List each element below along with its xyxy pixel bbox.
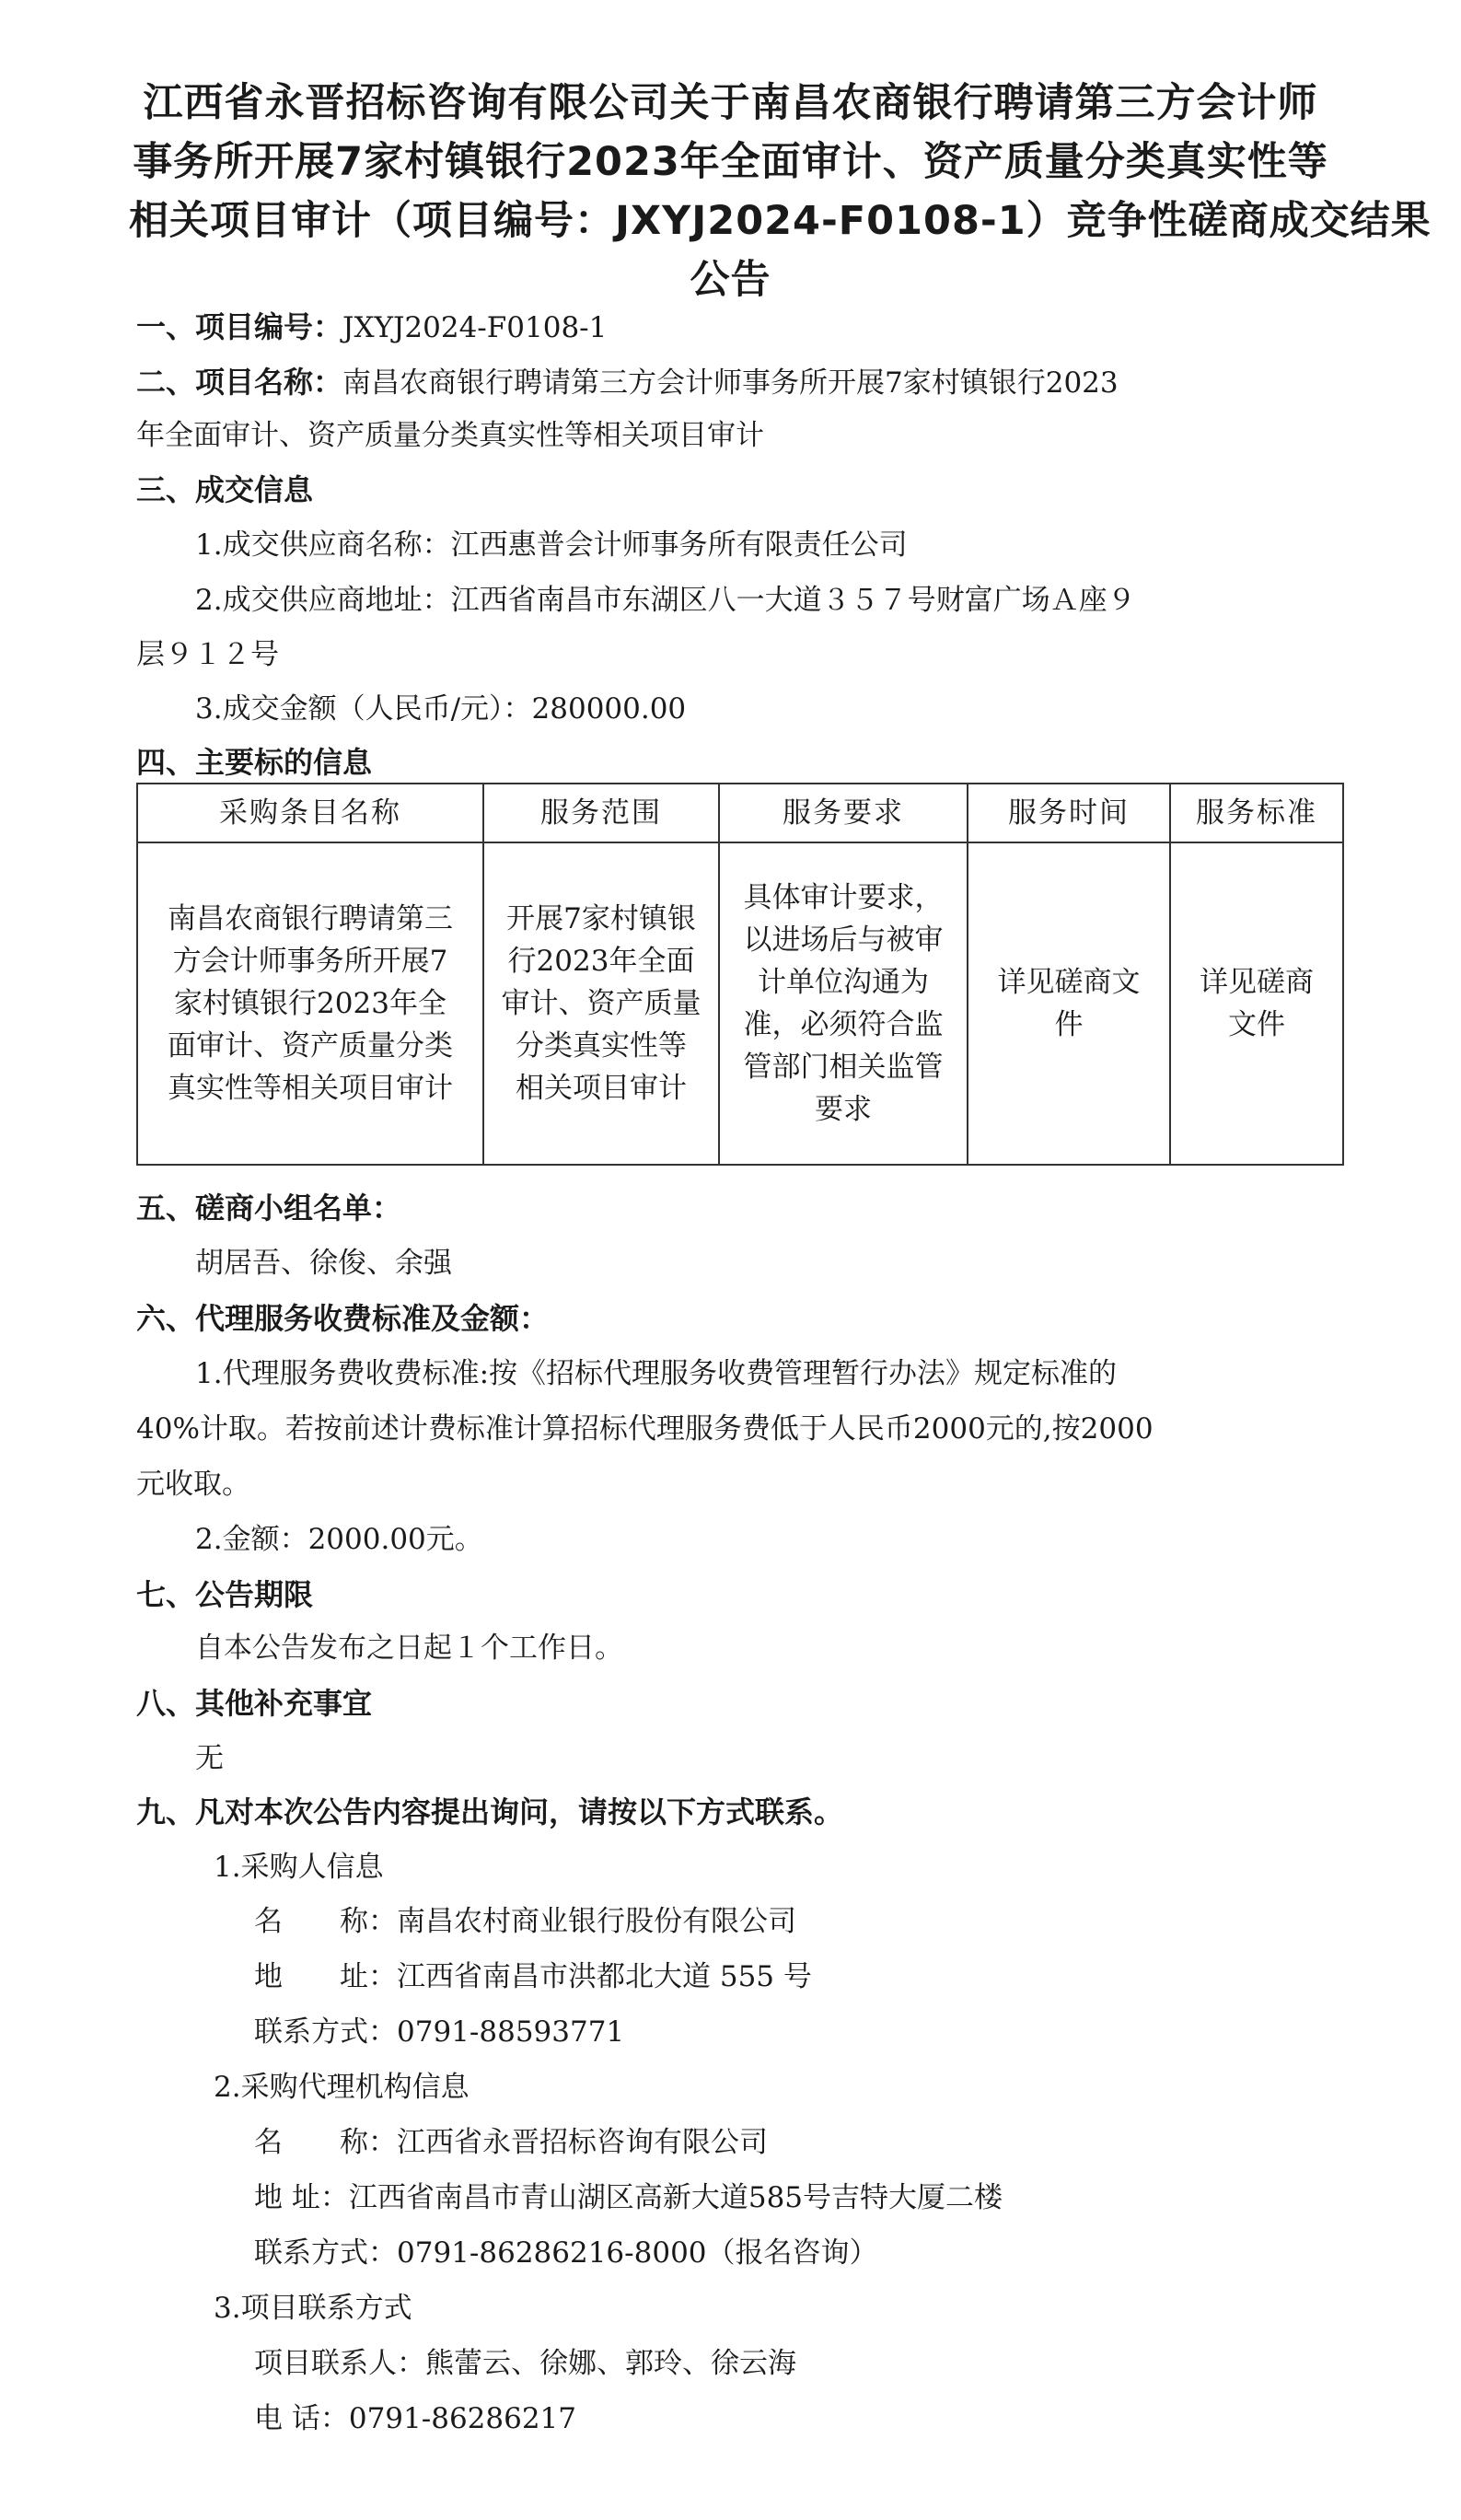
buyer-contact: 联系方式：0791-88593771	[254, 2015, 625, 2049]
cell-line: 开展7家村镇银	[506, 902, 696, 935]
deal-amount: 3.成交金额（人民币/元）：280000.00	[195, 692, 687, 726]
service-requirement-cell	[719, 842, 968, 1165]
cell-line: 以进场后与被审	[743, 923, 944, 957]
supplier-name: 1.成交供应商名称：江西惠普会计师事务所有限责任公司	[195, 528, 908, 562]
cell-line: 详见磋商文	[997, 966, 1141, 999]
cell-line: 分类真实性等	[516, 1029, 687, 1063]
cell-line: 相关项目审计	[516, 1072, 687, 1105]
subject-info-table	[136, 783, 1344, 1166]
table-header-cell: 服务范围	[483, 784, 719, 842]
project-contact-phone: 电 话：0791-86286217	[254, 2402, 577, 2435]
title-line: 江西省永晋招标咨询有限公司关于南昌农商银行聘请第三方会计师	[143, 80, 1318, 126]
fee-standard: 1.代理服务费收费标准:按《招标代理服务收费管理暂行办法》规定标准的	[195, 1357, 1118, 1390]
project-number-value: JXYJ2024-F0108-1	[342, 311, 608, 344]
service-time-cell	[968, 842, 1170, 1165]
fee-standard-continued: 40%计取。若按前述计费标准计算招标代理服务费低于人民币2000元的,按2000	[136, 1412, 1154, 1446]
cell-line: 详见磋商	[1200, 966, 1314, 999]
supplier-address: 2.成交供应商地址：江西省南昌市东湖区八一大道３５７号财富广场Ａ座９	[195, 584, 1136, 617]
section-heading: 四、主要标的信息	[136, 745, 373, 780]
section-heading: 六、代理服务收费标准及金额：	[136, 1301, 550, 1336]
agency-contact: 联系方式：0791-86286216-8000（报名咨询）	[254, 2236, 878, 2270]
cell-line: 方会计师事务所开展7	[172, 945, 448, 978]
cell-line: 审计、资产质量	[501, 987, 702, 1020]
table-header-cell: 服务要求	[719, 784, 968, 842]
agency-info-label: 2.采购代理机构信息	[214, 2071, 470, 2104]
buyer-info-label: 1.采购人信息	[214, 1851, 384, 1884]
cell-line: 面审计、资产质量分类	[168, 1029, 453, 1063]
service-standard-cell	[1170, 842, 1343, 1165]
cell-line: 件	[1054, 1008, 1084, 1041]
notice-period: 自本公告发布之日起１个工作日。	[195, 1632, 623, 1665]
section-heading: 五、磋商小组名单：	[136, 1190, 402, 1225]
section-heading: 八、其他补充事宜	[136, 1686, 373, 1721]
project-contact-people: 项目联系人：熊蕾云、徐娜、郭玲、徐云海	[254, 2347, 796, 2380]
buyer-name: 名 称：南昌农村商业银行股份有限公司	[254, 1905, 796, 1938]
fee-amount: 2.金额：2000.00元。	[195, 1523, 483, 1556]
cell-line: 要求	[815, 1093, 872, 1126]
project-contact-label: 3.项目联系方式	[214, 2292, 412, 2325]
cell-line: 准，必须符合监	[743, 1008, 944, 1041]
title-line: 事务所开展7家村镇银行2023年全面审计、资产质量分类真实性等	[133, 139, 1328, 185]
service-scope-cell	[483, 842, 719, 1165]
section-heading: 七、公告期限	[136, 1577, 314, 1612]
cell-line: 家村镇银行2023年全	[174, 987, 446, 1020]
cell-line: 管部门相关监管	[743, 1051, 944, 1084]
table-header-cell: 服务标准	[1170, 784, 1343, 842]
panel-members: 胡居吾、徐俊、余强	[195, 1247, 452, 1280]
table-header-row	[137, 784, 1343, 842]
section-heading: 一、项目编号：	[136, 309, 343, 344]
cell-line: 文件	[1228, 1008, 1285, 1041]
section-project-name	[136, 364, 1119, 401]
cell-line: 具体审计要求，	[743, 881, 944, 914]
fee-standard-continued: 元收取。	[136, 1468, 250, 1501]
section-heading: 三、成交信息	[136, 472, 314, 507]
table-header-cell: 服务时间	[968, 784, 1170, 842]
cell-line: 真实性等相关项目审计	[168, 1072, 453, 1105]
table-header-cell: 采购条目名称	[137, 784, 483, 842]
title-line: 公告	[690, 257, 771, 303]
project-name-continued: 年全面审计、资产质量分类真实性等相关项目审计	[136, 419, 764, 452]
section-heading: 二、项目名称：	[136, 365, 343, 400]
agency-address: 地 址：江西省南昌市青山湖区高新大道585号吉特大厦二楼	[254, 2181, 1003, 2214]
section-project-number	[136, 308, 607, 346]
title-line: 相关项目审计（项目编号：JXYJ2024-F0108-1）竞争性磋商成交结果	[129, 198, 1432, 244]
buyer-address: 地 址：江西省南昌市洪都北大道 555 号	[254, 1960, 812, 1993]
agency-name: 名 称：江西省永晋招标咨询有限公司	[254, 2126, 768, 2159]
cell-line: 行2023年全面	[507, 945, 695, 978]
document-title	[129, 74, 1432, 309]
other-matters: 无	[195, 1742, 224, 1775]
cell-line: 计单位沟通为	[758, 966, 929, 999]
item-name-cell	[137, 842, 483, 1165]
cell-line: 南昌农商银行聘请第三	[168, 902, 453, 935]
supplier-address-continued: 层９１２号	[136, 638, 279, 671]
project-name-value: 南昌农商银行聘请第三方会计师事务所开展7家村镇银行2023	[342, 366, 1119, 400]
section-heading: 九、凡对本次公告内容提出询问，请按以下方式联系。	[136, 1794, 844, 1829]
table-row	[137, 842, 1343, 1165]
